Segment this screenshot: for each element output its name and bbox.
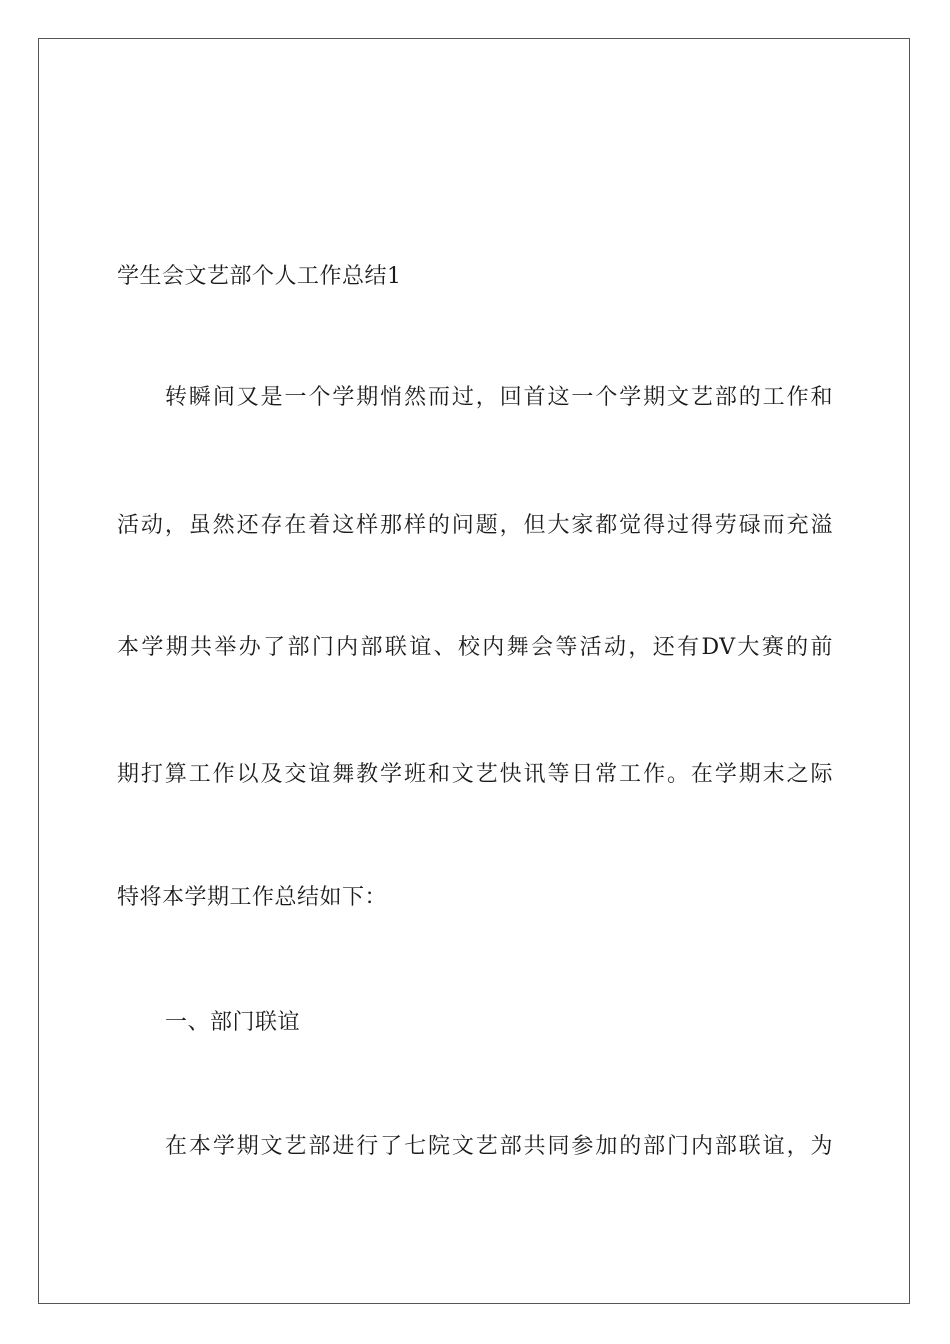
document-title: 学生会文艺部个人工作总结1 xyxy=(117,264,402,289)
paragraph-line: 活动，虽然还存在着这样那样的问题，但大家都觉得过得劳碌而充溢 xyxy=(117,513,833,538)
section-heading: 一、部门联谊 xyxy=(165,1010,301,1035)
paragraph-line: 转瞬间又是一个学期悄然而过，回首这一个学期文艺部的工作和 xyxy=(165,385,833,410)
page-frame xyxy=(38,38,910,1304)
paragraph-line: 本学期共举办了部门内部联谊、校内舞会等活动，还有DV大赛的前 xyxy=(117,635,833,660)
paragraph-line: 在本学期文艺部进行了七院文艺部共同参加的部门内部联谊，为 xyxy=(165,1134,833,1159)
paragraph-line: 期打算工作以及交谊舞教学班和文艺快讯等日常工作。在学期末之际 xyxy=(117,762,833,787)
paragraph-line: 特将本学期工作总结如下： xyxy=(117,885,388,910)
